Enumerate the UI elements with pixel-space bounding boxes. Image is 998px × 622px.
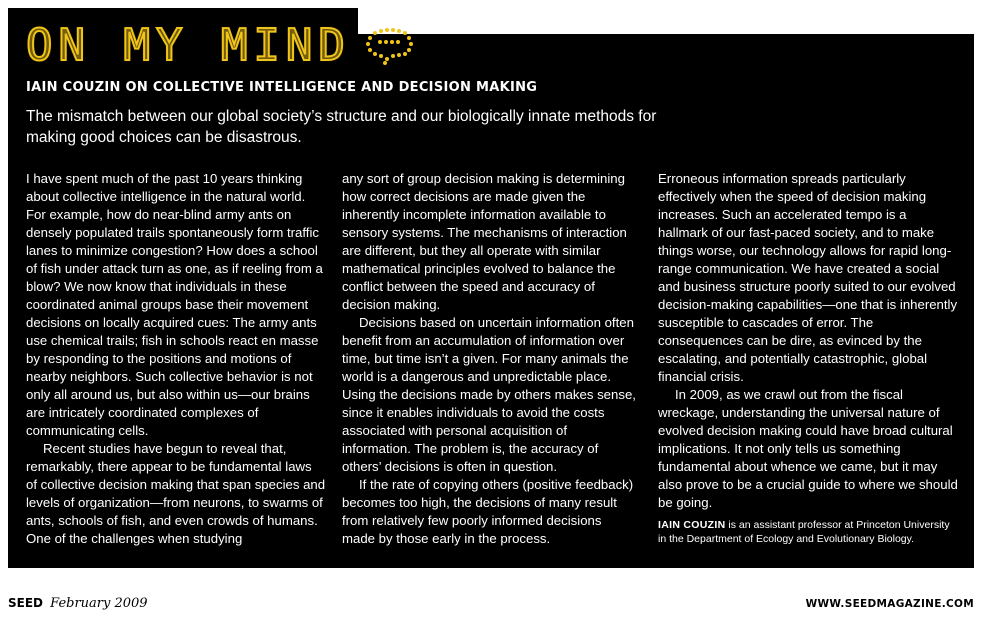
article-dek: The mismatch between our global society’s structure and our biologically innate methods for making good choices can be disastrous. — [26, 108, 657, 146]
article-column-2 — [342, 170, 638, 548]
issue-date: February 2009 — [50, 596, 148, 611]
speech-bubble-icon — [365, 27, 413, 65]
paragraph: Decisions based on uncertain information often benefit from an accumulation of information over time, but time isn’t a given. For many animals the world is a dangerous and unpredictable place. Using the decisions made by others makes sense, since it enables individuals to avoid the costs associated with personal acquisition of information. The problem is, the accuracy of others’ decisions is often in question. — [342, 315, 636, 474]
paragraph: Erroneous information spreads particularly effectively when the speed of decision making increases. Such an accelerated tempo is a hallmark of our fast-paced society, and to make things worse, our technology allows for rapid long-range communication. We have created a social and business structure poorly suited to our evolved decision-making capabilities—one that is inherently susceptible to cascades of error. The consequences can be dire, as evinced by the escalating, and potentially catastrophic, global financial crisis. — [658, 171, 958, 384]
website-link[interactable]: WWW.SEEDMAGAZINE.COM — [805, 598, 974, 610]
section-title: ON MY MIND — [26, 20, 351, 71]
paragraph: any sort of group decision making is determining how correct decisions are made given the inherently incomplete information available to sensory systems. The mechanisms of interaction are different, but they all operate with similar mathematical principles evolved to balance the conflict between the speed and accuracy of decision making. — [342, 171, 627, 312]
author-bio-text: is an assistant professor at Princeton University in the Department of Ecology and Evolutionary Biology. — [658, 519, 950, 545]
article-column-3 — [658, 170, 958, 546]
footer-issue — [8, 596, 148, 611]
article-kicker: IAIN COUZIN ON COLLECTIVE INTELLIGENCE AND DECISION MAKING — [26, 80, 538, 95]
masthead — [26, 20, 413, 72]
paragraph: In 2009, as we crawl out from the fiscal wreckage, understanding the universal nature of evolved decision making could have broad cultural implications. It not only tells us something fundamental about whence we came, but it may also prove to be a crucial guide to where we should be going. — [658, 387, 958, 510]
magazine-brand: SEED — [8, 596, 43, 610]
author-name: IAIN COUZIN — [658, 519, 726, 531]
author-bio — [658, 518, 958, 546]
paragraph: I have spent much of the past 10 years thinking about collective intelligence in the natural world. For example, how do near-blind army ants on densely populated trails spontaneously form traffic lanes to minimize congestion? How does a school of fish under attack turn as one, as if reeling from a blow? We now know that individuals in these coordinated animal groups base their movement decisions on locally acquired cues: The army ants use chemical trails; fish in schools react en masse by responding to the positions and motions of nearby neighbors. Such collective behavior is not only all around us, but also within us—our brains are intricately coordinated complexes of communicating cells. — [26, 171, 323, 438]
paragraph: Recent studies have begun to reveal that, remarkably, there appear to be fundamental laws of collective decision making that span species and levels of organization—from neurons, to swarms of ants, schools of fish, and even crowds of humans. One of the challenges when studying — [26, 441, 326, 546]
paragraph: If the rate of copying others (positive feedback) becomes too high, the decisions of many result from relatively few poorly informed decisions made by those early in the process. — [342, 477, 634, 546]
article-column-1 — [26, 170, 326, 548]
